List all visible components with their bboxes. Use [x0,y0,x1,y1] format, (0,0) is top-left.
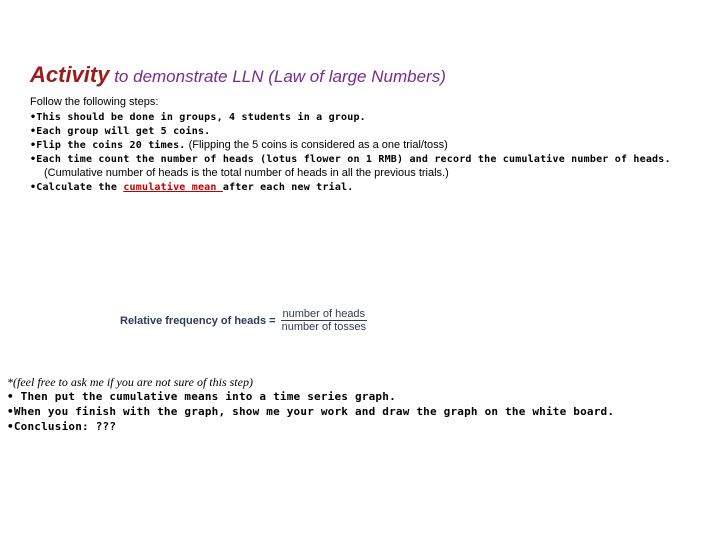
bullet-white-board: •When you finish with the graph, show me your work and draw the graph on the white board. [7,405,615,418]
formula-denominator: number of tosses [281,321,366,333]
step-3 [30,139,448,152]
step-5 [30,181,353,194]
formula-numerator: number of heads [282,308,366,320]
step-4: •Each time count the number of heads (lotus flower on 1 RMB) and record the cumulative number of heads. [30,154,671,165]
intro-text: Follow the following steps: [30,96,159,108]
formula-label: Relative frequency of heads = [120,314,276,327]
step-4-note: (Cumulative number of heads is the total number of heads in all the previous trials.) [44,167,449,179]
step-2: •Each group will get 5 coins. [30,126,211,137]
bullet-time-series: • Then put the cumulative means into a time series graph. [7,390,396,403]
note-feel-free: *(feel free to ask me if you are not sure of this step) [7,375,253,389]
title-activity: Activity [30,62,110,87]
title-rest: to demonstrate LLN (Law of large Numbers) [109,67,446,86]
step-1: •This should be done in groups, 4 students in a group. [30,112,366,123]
step-3-bold: •Flip the coins 20 times. [30,140,186,151]
step-5-b: after each new trial. [222,182,354,193]
step-5-link: cumulative mean [123,182,223,193]
step-3-rest: (Flipping the 5 coins is considered as a one trial/toss) [185,139,448,151]
page-title [30,62,446,88]
bullet-conclusion: •Conclusion: ??? [7,420,117,433]
relative-frequency-formula [120,308,368,333]
step-5-a: •Calculate the [30,182,124,193]
formula-fraction [280,308,368,333]
